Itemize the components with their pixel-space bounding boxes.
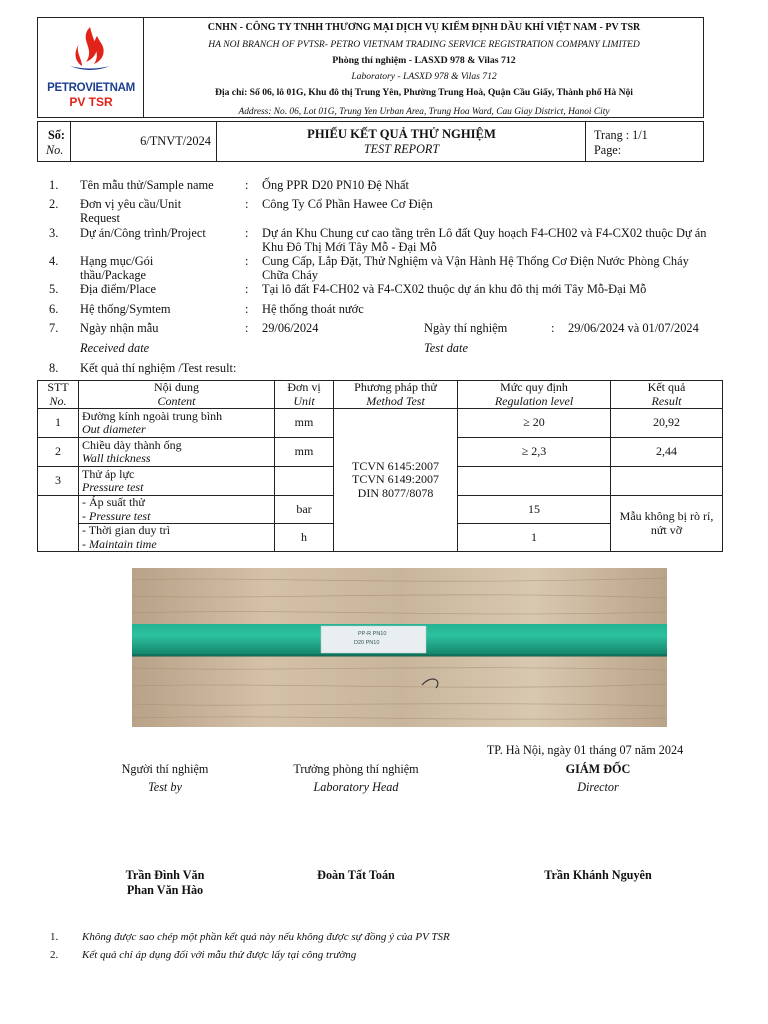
pipe-on-wood-image xyxy=(132,568,667,727)
cell-stt xyxy=(38,496,79,552)
tester-name-1: Trần Đình Văn xyxy=(125,868,205,882)
logo-text-petrovietnam: PETROVIETNAM xyxy=(47,82,135,94)
cell-unit: bar xyxy=(275,496,334,524)
info-num: 6. xyxy=(49,302,59,316)
note-num: 2. xyxy=(50,949,59,961)
info-label: Tên mẫu thử/Sample name xyxy=(80,178,214,192)
info-value: Hệ thống thoát nước xyxy=(262,302,364,316)
test-date-label-en: Test date xyxy=(424,341,468,355)
received-date-value: 29/06/2024 xyxy=(262,321,319,335)
page-label-en: Page: xyxy=(594,143,622,157)
tester-title-en: Test by xyxy=(148,780,182,794)
cell-result-merged: Mẫu không bị rò rỉ, nứt vỡ xyxy=(611,496,723,552)
cell-content: Đường kính ngoài trung bình Out diameter xyxy=(79,409,275,438)
cell-content: - Thời gian duy trì - Maintain time xyxy=(79,524,275,552)
header-result: Kết quả Result xyxy=(611,381,723,409)
note-text: Kết quả chỉ áp dụng đối với mẫu thử được lấy tại công trường xyxy=(82,949,357,961)
info-colon: : xyxy=(245,197,249,211)
header-content: Nội dung Content xyxy=(79,381,275,409)
note-text: Không được sao chép một phần kết quả này nếu không được sự đồng ý của PV TSR xyxy=(82,931,450,943)
no-label-vn: Số: xyxy=(48,128,65,142)
results-table xyxy=(37,380,723,552)
director-name: Trần Khánh Nguyên xyxy=(544,868,652,882)
info-num: 3. xyxy=(49,226,59,240)
table-row xyxy=(38,409,723,438)
address-vn: Địa chỉ: Số 06, lô 01G, Khu đô thị Trung Yên, Phường Trung Hoà, Quận Cầu Giấy, Thành phố Hà Nội xyxy=(215,87,633,98)
info-label: Hệ thống/Symtem xyxy=(80,302,171,316)
cell-stt: 2 xyxy=(38,438,79,467)
cell-content: Chiều dày thành ống Wall thickness xyxy=(79,438,275,467)
tester-name-2: Phan Văn Hào xyxy=(126,883,204,897)
header-box xyxy=(37,17,704,118)
no-label-cell xyxy=(38,122,71,161)
info-label: Hạng mục/Gói thầu/Package xyxy=(80,254,154,282)
lab-head-title-vn: Trưởng phòng thí nghiệm xyxy=(293,762,419,776)
company-name-en: HA NOI BRANCH OF PVTSR- PETRO VIETNAM TRADING SERVICE REGISTRATION COMPANY LIMITED xyxy=(208,39,640,50)
note-num: 1. xyxy=(50,931,59,943)
info-colon: : xyxy=(245,321,249,335)
info-label: Địa điểm/Place xyxy=(80,282,157,296)
info-colon: : xyxy=(551,321,555,335)
cell-stt: 3 xyxy=(38,467,79,496)
place-date: TP. Hà Nội, ngày 01 tháng 07 năm 2024 xyxy=(486,743,684,757)
report-title-en: TEST REPORT xyxy=(363,142,440,156)
lab-head-name: Đoàn Tất Toán xyxy=(317,868,395,882)
info-value: Cung Cấp, Lắp Đặt, Thử Nghiệm và Vận Hành Hệ Thống Cơ Điện Nước Phòng Cháy Chữa Cháy xyxy=(262,254,689,282)
pipe-label-text-1: PP-R PN10 xyxy=(358,631,387,637)
info-num: 8. xyxy=(49,361,59,375)
result-heading-text: Kết quả thí nghiệm /Test result: xyxy=(80,361,237,375)
info-label: Đơn vị yêu cầu/Unit Request xyxy=(80,197,182,225)
table-header-row xyxy=(38,381,723,409)
received-date-label-vn: Ngày nhận mẫu xyxy=(80,321,159,335)
pipe-label-text-2: D20 PN10 xyxy=(354,640,380,646)
info-colon: : xyxy=(245,302,249,316)
company-logo xyxy=(38,18,144,117)
director-title-en: Director xyxy=(577,780,619,794)
cell-stt: 1 xyxy=(38,409,79,438)
cell-result xyxy=(611,467,723,496)
company-name-vn: CNHN - CÔNG TY TNHH THƯƠNG MẠI DỊCH VỤ KIỂM ĐỊNH DẦU KHÍ VIỆT NAM - PV TSR xyxy=(207,22,641,33)
cell-method: TCVN 6145:2007 TCVN 6149:2007 DIN 8077/8078 xyxy=(334,409,458,552)
info-value: Tại lô đất F4-CH02 và F4-CX02 thuộc dự án khu đô thị mới Tây Mỗ-Đại Mỗ xyxy=(262,282,647,296)
info-num: 5. xyxy=(49,282,59,296)
info-value: Ống PPR D20 PN10 Đệ Nhất xyxy=(262,178,409,192)
sample-photo xyxy=(132,568,667,727)
cell-regulation: 15 xyxy=(458,496,611,524)
lab-name-vn: Phòng thí nghiệm - LASXD 978 & Vilas 712 xyxy=(332,55,516,66)
address-en: Address: No. 06, Lot 01G, Trung Yen Urban Area, Trung Hoa Ward, Cau Giay District, Hanoi City xyxy=(238,107,610,117)
lab-name-en: Laboratory - LASXD 978 & Vilas 712 xyxy=(351,71,497,82)
info-num: 4. xyxy=(49,254,59,268)
cell-content: - Áp suất thử - Pressure test xyxy=(79,496,275,524)
cell-unit: h xyxy=(275,524,334,552)
header-regulation: Mức quy định Regulation level xyxy=(458,381,611,409)
cell-regulation: ≥ 2,3 xyxy=(458,438,611,467)
page-cell xyxy=(586,122,703,161)
tester-title-vn: Người thí nghiệm xyxy=(121,762,209,776)
info-num: 2. xyxy=(49,197,59,211)
lab-head-title-en: Laboratory Head xyxy=(313,780,399,794)
info-item-dates xyxy=(0,321,768,357)
director-title-vn: GIÁM ĐỐC xyxy=(565,762,631,776)
no-label-en: No. xyxy=(46,143,64,157)
header-unit: Đơn vị Unit xyxy=(275,381,334,409)
test-date-label-vn: Ngày thí nghiệm xyxy=(424,321,508,335)
cell-regulation: ≥ 20 xyxy=(458,409,611,438)
report-title-cell xyxy=(217,122,586,161)
info-value: Công Ty Cổ Phần Hawee Cơ Điện xyxy=(262,197,433,211)
report-number-cell xyxy=(71,122,217,161)
logo-text-pvtsr: PV TSR xyxy=(69,95,113,109)
cell-result: 20,92 xyxy=(611,409,723,438)
cell-result: 2,44 xyxy=(611,438,723,467)
info-num: 7. xyxy=(49,321,59,335)
header-stt: STT No. xyxy=(38,381,79,409)
info-colon: : xyxy=(245,226,249,240)
cell-regulation xyxy=(458,467,611,496)
info-colon: : xyxy=(245,178,249,192)
cell-unit xyxy=(275,467,334,496)
cell-content: Thử áp lực Pressure test xyxy=(79,467,275,496)
info-colon: : xyxy=(245,282,249,296)
page-label-vn: Trang : 1/1 xyxy=(594,128,648,142)
cell-regulation: 1 xyxy=(458,524,611,552)
cell-unit: mm xyxy=(275,409,334,438)
info-colon: : xyxy=(245,254,249,268)
test-date-value: 29/06/2024 và 01/07/2024 xyxy=(568,321,699,335)
report-number: 6/TNVT/2024 xyxy=(140,134,211,148)
info-label: Dự án/Công trình/Project xyxy=(80,226,206,240)
report-number-row xyxy=(37,121,704,162)
received-date-label-en: Received date xyxy=(80,341,150,355)
cell-unit: mm xyxy=(275,438,334,467)
header-method: Phương pháp thử Method Test xyxy=(334,381,458,409)
report-title-vn: PHIẾU KẾT QUẢ THỬ NGHIỆM xyxy=(307,127,496,141)
info-num: 1. xyxy=(49,178,59,192)
info-value: Dự án Khu Chung cư cao tầng trên Lô đất Quy hoạch F4-CH02 và F4-CX02 thuộc Dự án Khu Đô Thị Mới Tây Mỗ - Đại Mỗ xyxy=(262,226,707,254)
